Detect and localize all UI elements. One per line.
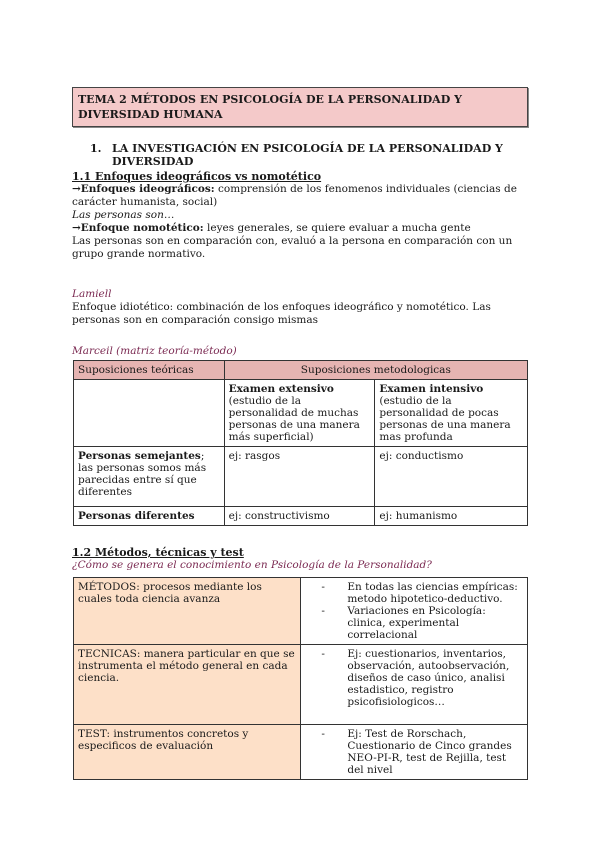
nomothetic-label: →Enfoque nomotético:	[72, 222, 204, 234]
page-title: TEMA 2 MÉTODOS EN PSICOLOGÍA DE LA PERSONALIDAD Y DIVERSIDAD HUMANA	[72, 87, 528, 127]
intensive-cell	[375, 380, 528, 447]
nomothetic-detail: Las personas son en comparación con, evaluó a la persona en comparación con un grupo grande normativo.	[72, 235, 513, 260]
test-items	[301, 725, 528, 780]
marceil-label: Marceil (matriz teoría-método)	[72, 345, 237, 357]
header-theoretical: Suposiciones teóricas	[74, 361, 225, 380]
row-label-bold: Personas diferentes	[78, 510, 195, 522]
list-item: - Ej: cuestionarios, inventarios, observación, autoobservación, diseños de caso único, analisi estadistico, registro psicofisiologicos…	[321, 648, 523, 708]
methods-items	[301, 578, 528, 645]
subsection-1-2	[72, 546, 528, 572]
ideographic-label: →Enfoques ideográficos:	[72, 183, 215, 195]
subsection-heading: 1.2 Métodos, técnicas y test	[72, 546, 244, 559]
row-label	[74, 447, 225, 507]
table-row	[74, 380, 528, 447]
subsection-heading: 1.1 Enfoques ideográficos vs nomotético	[72, 170, 322, 183]
section-number: 1.	[90, 142, 102, 155]
table-header-row	[74, 361, 528, 380]
lamiell-label: Lamiell	[72, 288, 112, 300]
subsection-1-1	[72, 170, 528, 261]
ideographic-paragraph	[72, 183, 528, 209]
test-label: TEST: instrumentos concretos y especificos de evaluación	[74, 725, 301, 780]
intensive-title: Examen intensivo	[379, 383, 484, 395]
table-cell: ej: constructivismo	[224, 507, 375, 526]
table-row	[74, 578, 528, 645]
nomothetic-text: leyes generales, se quiere evaluar a mucha gente	[203, 222, 471, 234]
nomothetic-paragraph	[72, 222, 528, 235]
lamiell-block	[72, 288, 528, 327]
table-row	[74, 447, 528, 507]
extensive-desc: (estudio de la personalidad de muchas personas de una manera más superficial)	[228, 395, 360, 443]
ideographic-text: comprensión de los fenomenos individuales (ciencias de carácter humanista, social)	[72, 183, 517, 208]
table-cell: ej: conductismo	[375, 447, 528, 507]
row-label	[74, 507, 225, 526]
row-label-rest: ; las personas somos más parecidas entre sí que diferentes	[78, 450, 207, 498]
table-row	[74, 507, 528, 526]
methods-label: MÉTODOS: procesos mediante los cuales toda ciencia avanza	[74, 578, 301, 645]
list-item: - Variaciones en Psicología: clinica, experimental correlacional	[321, 605, 523, 641]
techniques-items	[301, 645, 528, 725]
techniques-label: TECNICAS: manera particular en que se instrumenta el método general en cada ciencia.	[74, 645, 301, 725]
subsection-question: ¿Cómo se genera el conocimiento en Psicología de la Personalidad?	[72, 559, 432, 571]
methods-table	[73, 577, 528, 780]
empty-cell	[74, 380, 225, 447]
personas-son-text: Las personas son…	[72, 209, 175, 221]
list-item: - En todas las ciencias empíricas: metodo hipotetico-deductivo.	[321, 581, 523, 605]
extensive-cell	[224, 380, 375, 447]
list-item: - Ej: Test de Rorschach, Cuestionario de Cinco grandes NEO-PI-R, test de Rejilla, test del nivel	[321, 728, 523, 776]
section-heading-1	[90, 142, 520, 168]
table-row	[74, 725, 528, 780]
row-label-bold: Personas semejantes	[78, 450, 201, 462]
lamiell-text: Enfoque idiotético: combinación de los enfoques ideográfico y nomotético. Las personas son en comparación consigo mismas	[72, 301, 491, 326]
extensive-title: Examen extensivo	[228, 383, 334, 395]
intensive-desc: (estudio de la personalidad de pocas personas de una manera mas profunda	[379, 395, 511, 443]
table-cell: ej: rasgos	[224, 447, 375, 507]
theory-method-matrix	[73, 360, 528, 526]
table-row	[74, 645, 528, 725]
header-methodological: Suposiciones metodologicas	[224, 361, 527, 380]
table-cell: ej: humanismo	[375, 507, 528, 526]
section-title: LA INVESTIGACIÓN EN PSICOLOGÍA DE LA PERSONALIDAD Y DIVERSIDAD	[112, 142, 503, 168]
